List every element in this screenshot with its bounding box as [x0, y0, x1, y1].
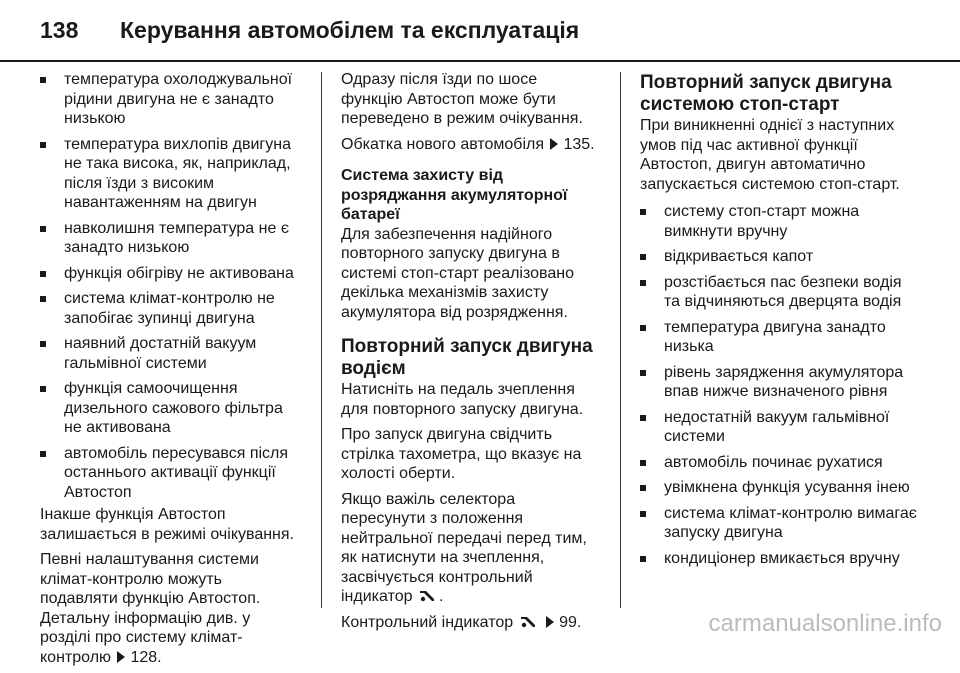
- list-item: система клімат-контролю не запобігає зупинці двигуна: [40, 289, 302, 328]
- page-reference[interactable]: 135.: [563, 135, 595, 153]
- column-divider: [321, 72, 322, 608]
- page-reference-icon: [546, 616, 554, 628]
- list-item: навколишня температура не є занадто низькою: [40, 219, 302, 258]
- column-1: [40, 70, 302, 673]
- list-item: автомобіль починає рухатися: [640, 453, 922, 473]
- paragraph: Інакше функція Автостоп залишається в режимі очікування.: [40, 506, 294, 543]
- list-item: відкривається капот: [640, 247, 922, 267]
- list-item: рівень зарядження акумулятора впав нижче визначеного рівня: [640, 363, 922, 402]
- section-subheading: Система захисту від розряджання акумуляторної батареї: [341, 167, 568, 223]
- restart-conditions-list: [640, 202, 922, 568]
- paragraph: [341, 135, 603, 155]
- conditions-list: [40, 70, 302, 502]
- section-heading: Повторний запуск двигуна водієм: [341, 336, 593, 379]
- autostop-indicator-icon: [419, 589, 437, 603]
- list-item: автомобіль пересувався після останнього активації функції Автостоп: [40, 444, 302, 503]
- list-item: функція обігріву не активована: [40, 264, 302, 284]
- page-reference[interactable]: 99.: [559, 613, 582, 631]
- page-header: [0, 0, 960, 60]
- page-reference[interactable]: 128.: [130, 648, 162, 666]
- list-item: температура охолоджувальної рідини двигуна не є занадто низькою: [40, 70, 302, 129]
- column-2: [341, 70, 603, 638]
- paragraph-text: Якщо важіль селектора пересунути з положення нейтральної передачі перед тим, як натиснути на зчеплення, засвічується контрольний індикатор: [341, 490, 587, 605]
- list-item: систему стоп-старт можна вимкнути вручну: [640, 202, 922, 241]
- section-heading: Повторний запуск двигуна системою стоп-старт: [640, 72, 892, 115]
- paragraph: Одразу після їзди по шосе функцію Автостоп може бути переведено в режим очікування.: [341, 71, 583, 127]
- paragraph-text: Обкатка нового автомобіля: [341, 135, 545, 153]
- list-item: функція самоочищення дизельного сажового фільтра не активована: [40, 379, 302, 438]
- page-number: 138: [40, 17, 79, 43]
- paragraph: [341, 613, 603, 633]
- paragraph: Для забезпечення надійного повторного запуску двигуна в системі стоп-старт реалізовано декілька механізмів захисту акумулятора від розрядження.: [341, 225, 574, 321]
- list-item: температура вихлопів двигуна не така висока, як, наприклад, після їзди з високим навантаженням на двигун: [40, 135, 302, 213]
- page-reference-icon: [550, 138, 558, 150]
- paragraph: Якщо важіль селектора пересунути з положення нейтральної передачі перед тим, як натиснути на зчеплення, засвічується контрольний індикатор .: [341, 490, 587, 605]
- list-item: увімкнена функція усування інею: [640, 478, 922, 498]
- paragraph: При виникненні однієї з наступних умов під час активної функції Автостоп, двигун автоматично запускається системою стоп-старт.: [640, 117, 900, 193]
- watermark: carmanualsonline.info: [708, 610, 942, 637]
- paragraph-text: Контрольний індикатор: [341, 613, 514, 631]
- list-item: температура двигуна занадто низька: [640, 318, 922, 357]
- paragraph-text: Певні налаштування системи клімат-контролю можуть подавляти функцію Автостоп. Детальну інформацію див. у розділі про систему клімат-контролю: [40, 551, 261, 666]
- list-item: кондиціонер вмикається вручну: [640, 549, 922, 569]
- paragraph: Про запуск двигуна свідчить стрілка тахометра, що вказує на холості оберти.: [341, 426, 582, 482]
- page-title: Керування автомобілем та експлуатація: [120, 17, 580, 43]
- column-3: [640, 70, 922, 574]
- autostop-indicator-icon: [520, 615, 538, 629]
- paragraph: Натисніть на педаль зчеплення для повторного запуску двигуна.: [341, 381, 584, 418]
- list-item: недостатній вакуум гальмівної системи: [640, 408, 922, 447]
- list-item: система клімат-контролю вимагає запуску двигуна: [640, 504, 922, 543]
- paragraph: [40, 550, 302, 667]
- column-divider: [620, 72, 621, 608]
- page-reference-icon: [117, 651, 125, 663]
- header-rule: [0, 60, 960, 62]
- list-item: розстібається пас безпеки водія та відчиняються дверцята водія: [640, 273, 922, 312]
- list-item: наявний достатній вакуум гальмівної системи: [40, 334, 302, 373]
